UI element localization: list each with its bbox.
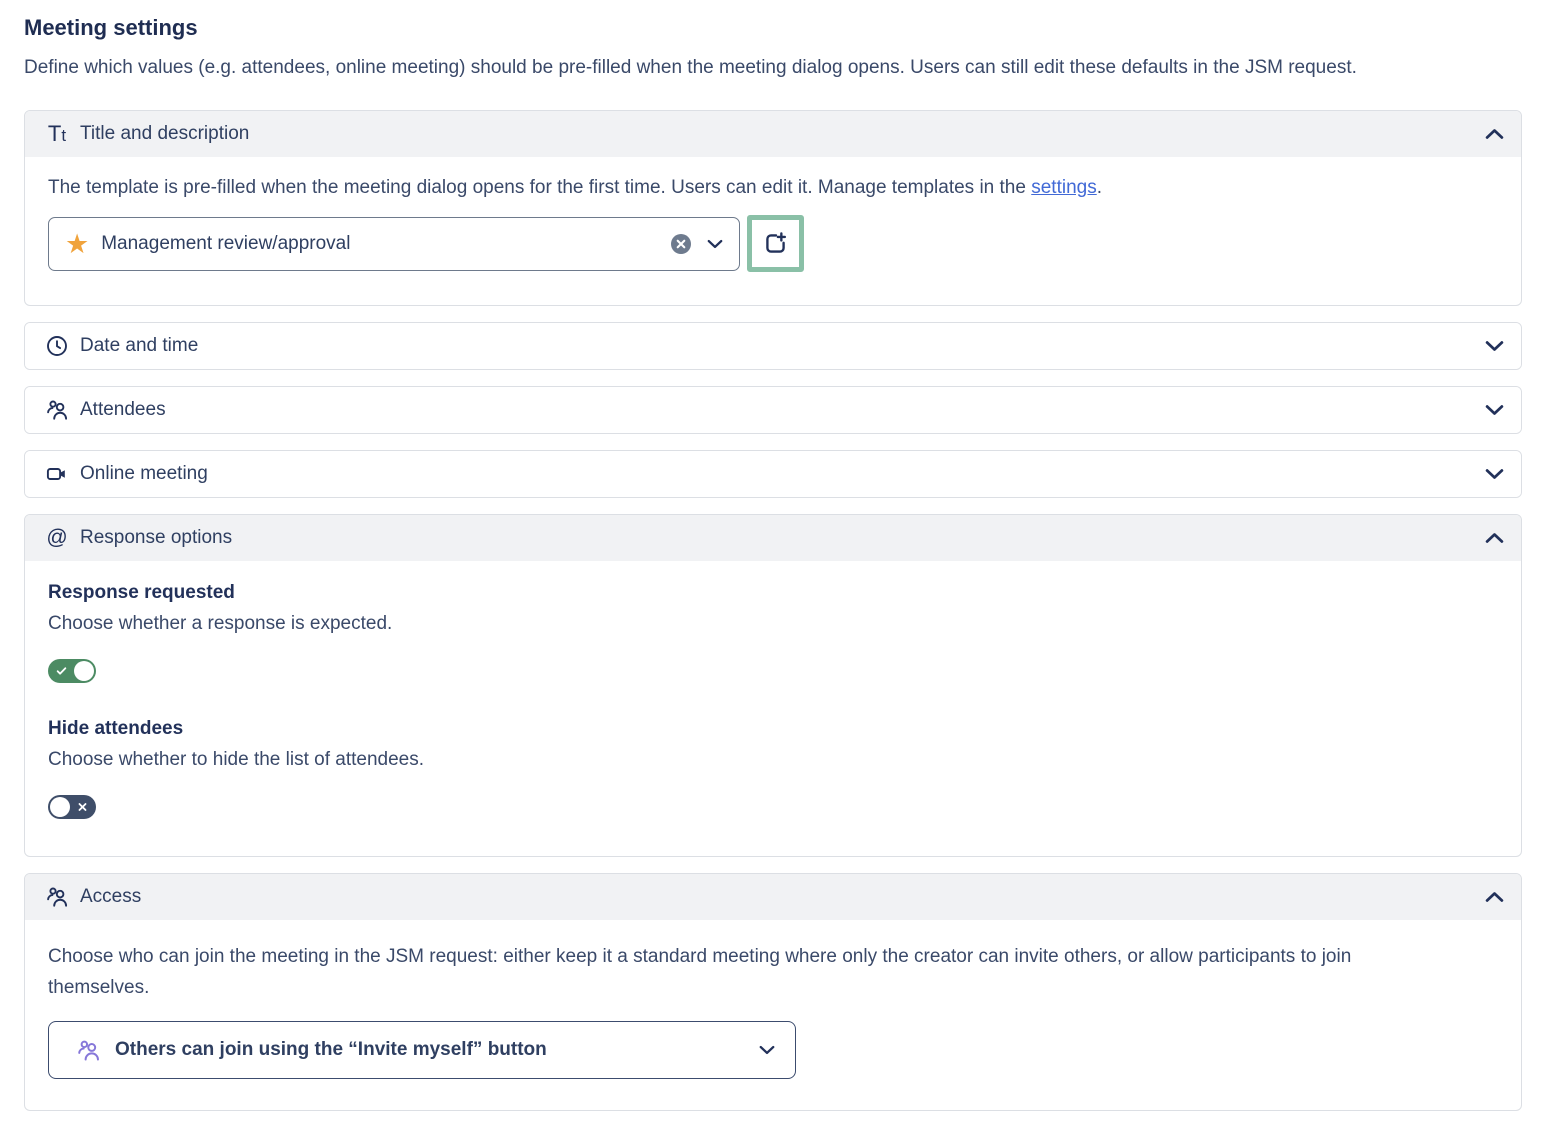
chevron-down-icon[interactable] <box>759 1045 775 1055</box>
people-icon <box>45 885 69 909</box>
template-select[interactable] <box>48 217 740 271</box>
section-header-access[interactable] <box>25 874 1521 920</box>
chevron-down-icon[interactable] <box>707 239 723 249</box>
template-select-value: Management review/approval <box>101 232 351 254</box>
hide-attendees-toggle[interactable] <box>48 795 96 819</box>
response-requested-toggle[interactable] <box>48 659 96 683</box>
text-style-icon-cap: T <box>47 121 62 146</box>
add-template-icon <box>762 230 789 257</box>
section-body-response-options <box>25 561 1521 856</box>
chevron-up-icon[interactable] <box>1485 128 1504 140</box>
template-intro-after-link: . <box>1096 177 1102 198</box>
chevron-up-icon[interactable] <box>1485 891 1504 903</box>
chevron-up-icon[interactable] <box>1485 532 1504 544</box>
access-description: Choose who can join the meeting in the JSM request: either keep it a standard meeting where only the creator can invite others, or allow participants to join themselves. <box>48 946 1352 998</box>
text-style-icon <box>45 122 69 146</box>
section-attendees <box>24 386 1522 434</box>
at-sign-icon: @ <box>46 526 68 549</box>
cross-icon <box>77 802 88 813</box>
check-icon <box>56 666 67 677</box>
toggle-knob <box>74 661 94 681</box>
section-header-response-options[interactable] <box>25 515 1521 561</box>
section-label-date-and-time: Date and time <box>80 335 199 356</box>
template-intro-text <box>48 177 1498 199</box>
template-intro-before-link: The template is pre-filled when the meeting dialog opens for the first time. Users can edit it. Manage templates in the <box>48 177 1032 198</box>
section-header-online-meeting[interactable] <box>25 451 1521 497</box>
response-requested-title: Response requested <box>48 582 235 603</box>
section-response-options <box>24 514 1522 857</box>
page-title: Meeting settings <box>24 15 198 40</box>
response-requested-setting <box>48 582 1498 683</box>
section-body-access <box>25 920 1521 1110</box>
chevron-down-icon[interactable] <box>1485 340 1504 352</box>
people-icon <box>45 398 69 422</box>
section-label-attendees: Attendees <box>80 399 166 420</box>
video-camera-icon <box>45 462 69 486</box>
hide-attendees-setting <box>48 718 1498 819</box>
settings-link[interactable]: settings <box>1031 177 1097 198</box>
join-mode-select[interactable] <box>48 1021 796 1079</box>
section-access <box>24 873 1522 1111</box>
hide-attendees-title: Hide attendees <box>48 718 184 739</box>
section-header-title-and-description[interactable] <box>25 111 1521 157</box>
star-icon: ★ <box>65 228 90 259</box>
section-header-attendees[interactable] <box>25 387 1521 433</box>
join-mode-select-value: Others can join using the “Invite myself” button <box>115 1039 547 1060</box>
section-body-title-and-description <box>25 157 1521 305</box>
section-label-online-meeting: Online meeting <box>80 463 208 484</box>
add-template-button[interactable] <box>747 215 804 272</box>
page-description: Define which values (e.g. attendees, online meeting) should be pre-filled when the meeting dialog opens. Users can still edit these defaults in the JSM request. <box>24 57 1357 78</box>
people-icon <box>76 1038 101 1063</box>
section-online-meeting <box>24 450 1522 498</box>
chevron-down-icon[interactable] <box>1485 468 1504 480</box>
section-date-and-time <box>24 322 1522 370</box>
text-style-icon-small: t <box>61 126 67 145</box>
template-select-row <box>48 215 1498 272</box>
section-label-response-options: Response options <box>80 527 233 548</box>
section-header-date-and-time[interactable] <box>25 323 1521 369</box>
clock-icon <box>45 334 69 358</box>
hide-attendees-description: Choose whether to hide the list of attendees. <box>48 749 425 770</box>
section-title-and-description <box>24 110 1522 306</box>
chevron-down-icon[interactable] <box>1485 404 1504 416</box>
toggle-knob <box>50 797 70 817</box>
clear-selection-icon[interactable] <box>670 233 692 255</box>
response-requested-description: Choose whether a response is expected. <box>48 613 393 634</box>
section-label-access: Access <box>80 886 142 907</box>
section-label-title-and-description: Title and description <box>80 123 250 144</box>
